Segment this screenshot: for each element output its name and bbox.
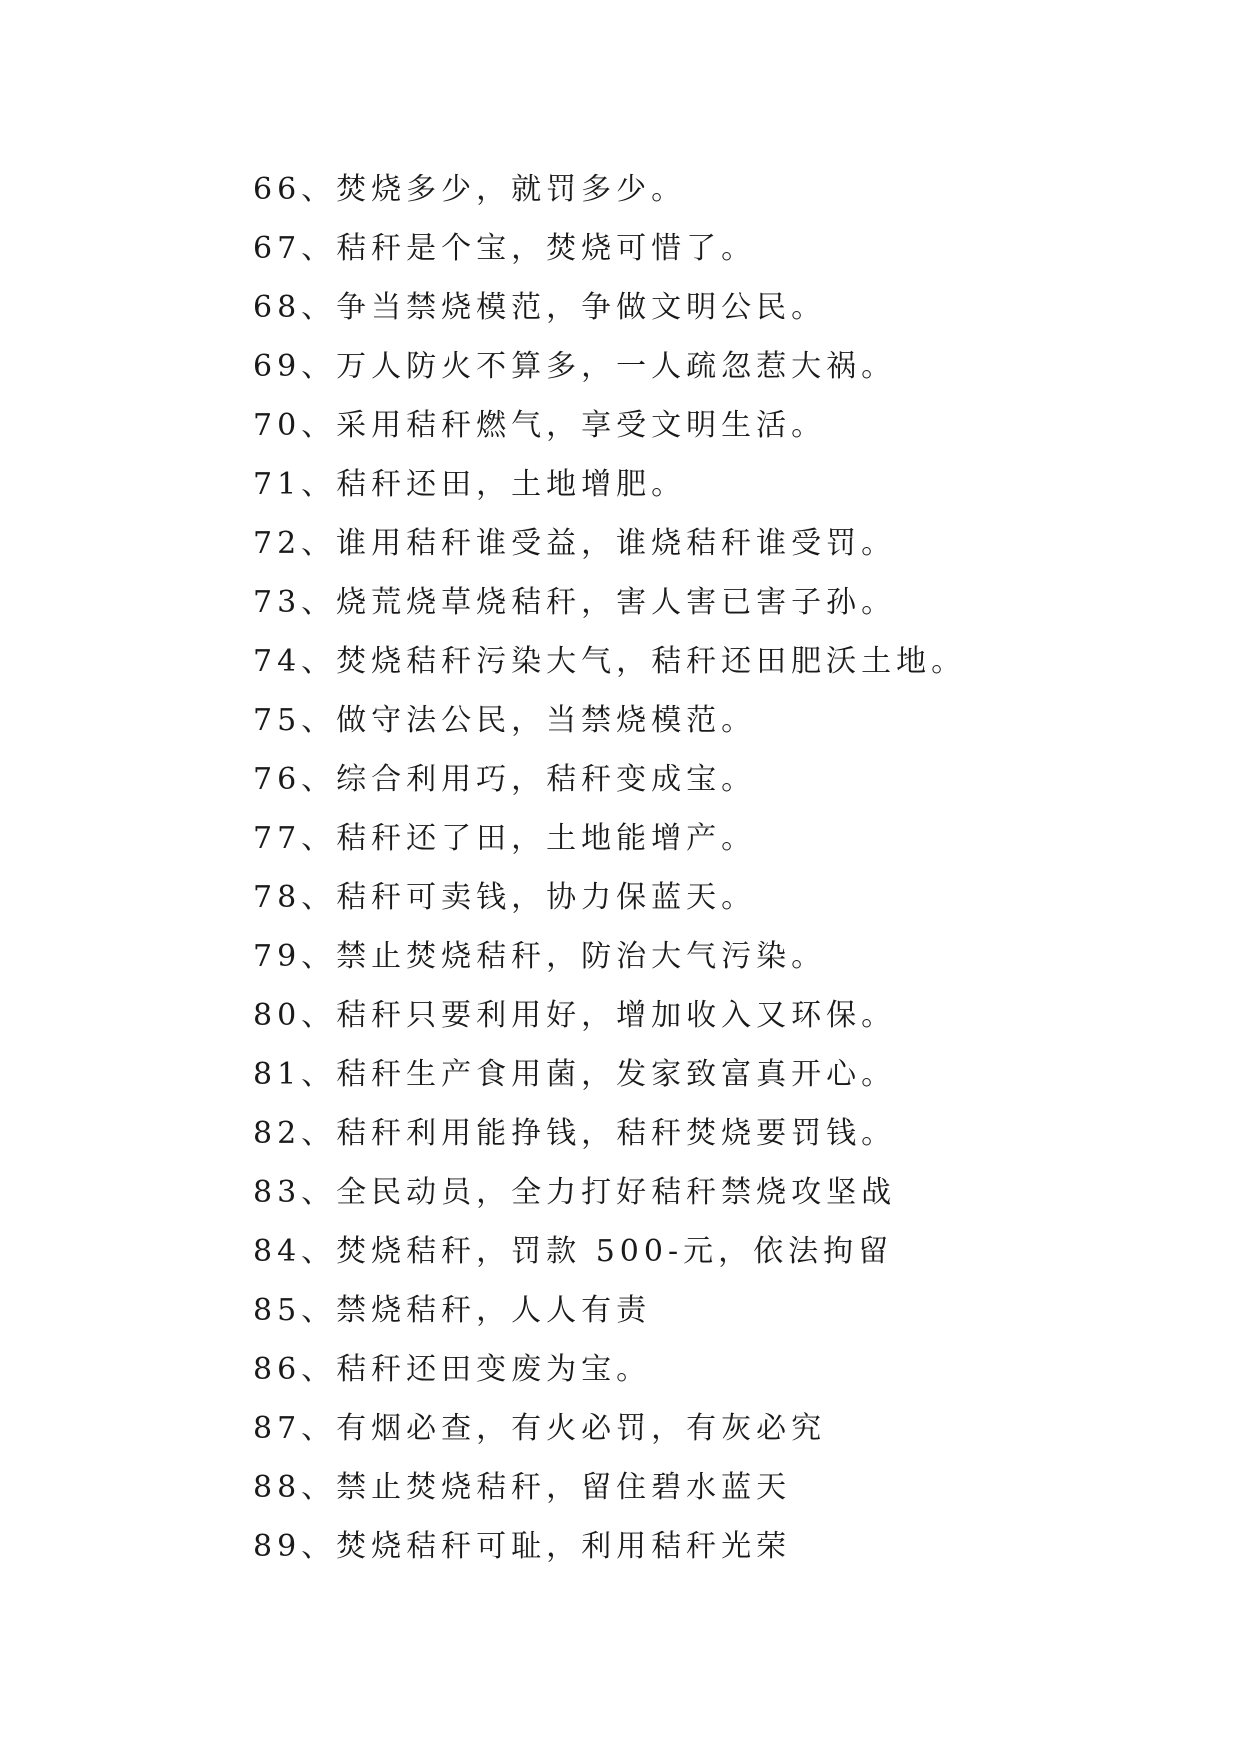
list-item: 84、焚烧秸秆，罚款 500-元，依法拘留 <box>253 1234 894 1269</box>
list-item: 89、焚烧秸秆可耻，利用秸秆光荣 <box>253 1529 792 1564</box>
list-item: 77、秸秆还了田，土地能增产。 <box>253 821 757 856</box>
list-item: 88、禁止焚烧秸秆，留住碧水蓝天 <box>253 1470 792 1505</box>
list-item: 75、做守法公民，当禁烧模范。 <box>253 703 757 738</box>
list-item: 87、有烟必查，有火必罚，有灰必究 <box>253 1411 827 1446</box>
list-item: 69、万人防火不算多，一人疏忽惹大祸。 <box>253 349 897 384</box>
list-item: 66、焚烧多少，就罚多少。 <box>253 172 687 207</box>
list-item: 80、秸秆只要利用好，增加收入又环保。 <box>253 998 897 1033</box>
list-item: 71、秸秆还田，土地增肥。 <box>253 467 687 502</box>
list-item: 86、秸秆还田变废为宝。 <box>253 1352 652 1387</box>
list-item: 73、烧荒烧草烧秸秆，害人害已害子孙。 <box>253 585 897 620</box>
list-item: 85、禁烧秸秆，人人有责 <box>253 1293 652 1328</box>
list-item: 81、秸秆生产食用菌，发家致富真开心。 <box>253 1057 897 1092</box>
list-item: 83、全民动员，全力打好秸秆禁烧攻坚战 <box>253 1175 897 1210</box>
list-item: 74、焚烧秸秆污染大气，秸秆还田肥沃土地。 <box>253 644 967 679</box>
slogan-list <box>253 160 1173 1576</box>
list-item: 68、争当禁烧模范，争做文明公民。 <box>253 290 827 325</box>
list-item: 82、秸秆利用能挣钱，秸秆焚烧要罚钱。 <box>253 1116 897 1151</box>
list-item: 67、秸秆是个宝，焚烧可惜了。 <box>253 231 757 266</box>
list-item: 78、秸秆可卖钱，协力保蓝天。 <box>253 880 757 915</box>
list-item: 76、综合利用巧，秸秆变成宝。 <box>253 762 757 797</box>
list-item: 70、采用秸秆燃气，享受文明生活。 <box>253 408 827 443</box>
list-item: 72、谁用秸秆谁受益，谁烧秸秆谁受罚。 <box>253 526 897 561</box>
list-item: 79、禁止焚烧秸秆，防治大气污染。 <box>253 939 827 974</box>
